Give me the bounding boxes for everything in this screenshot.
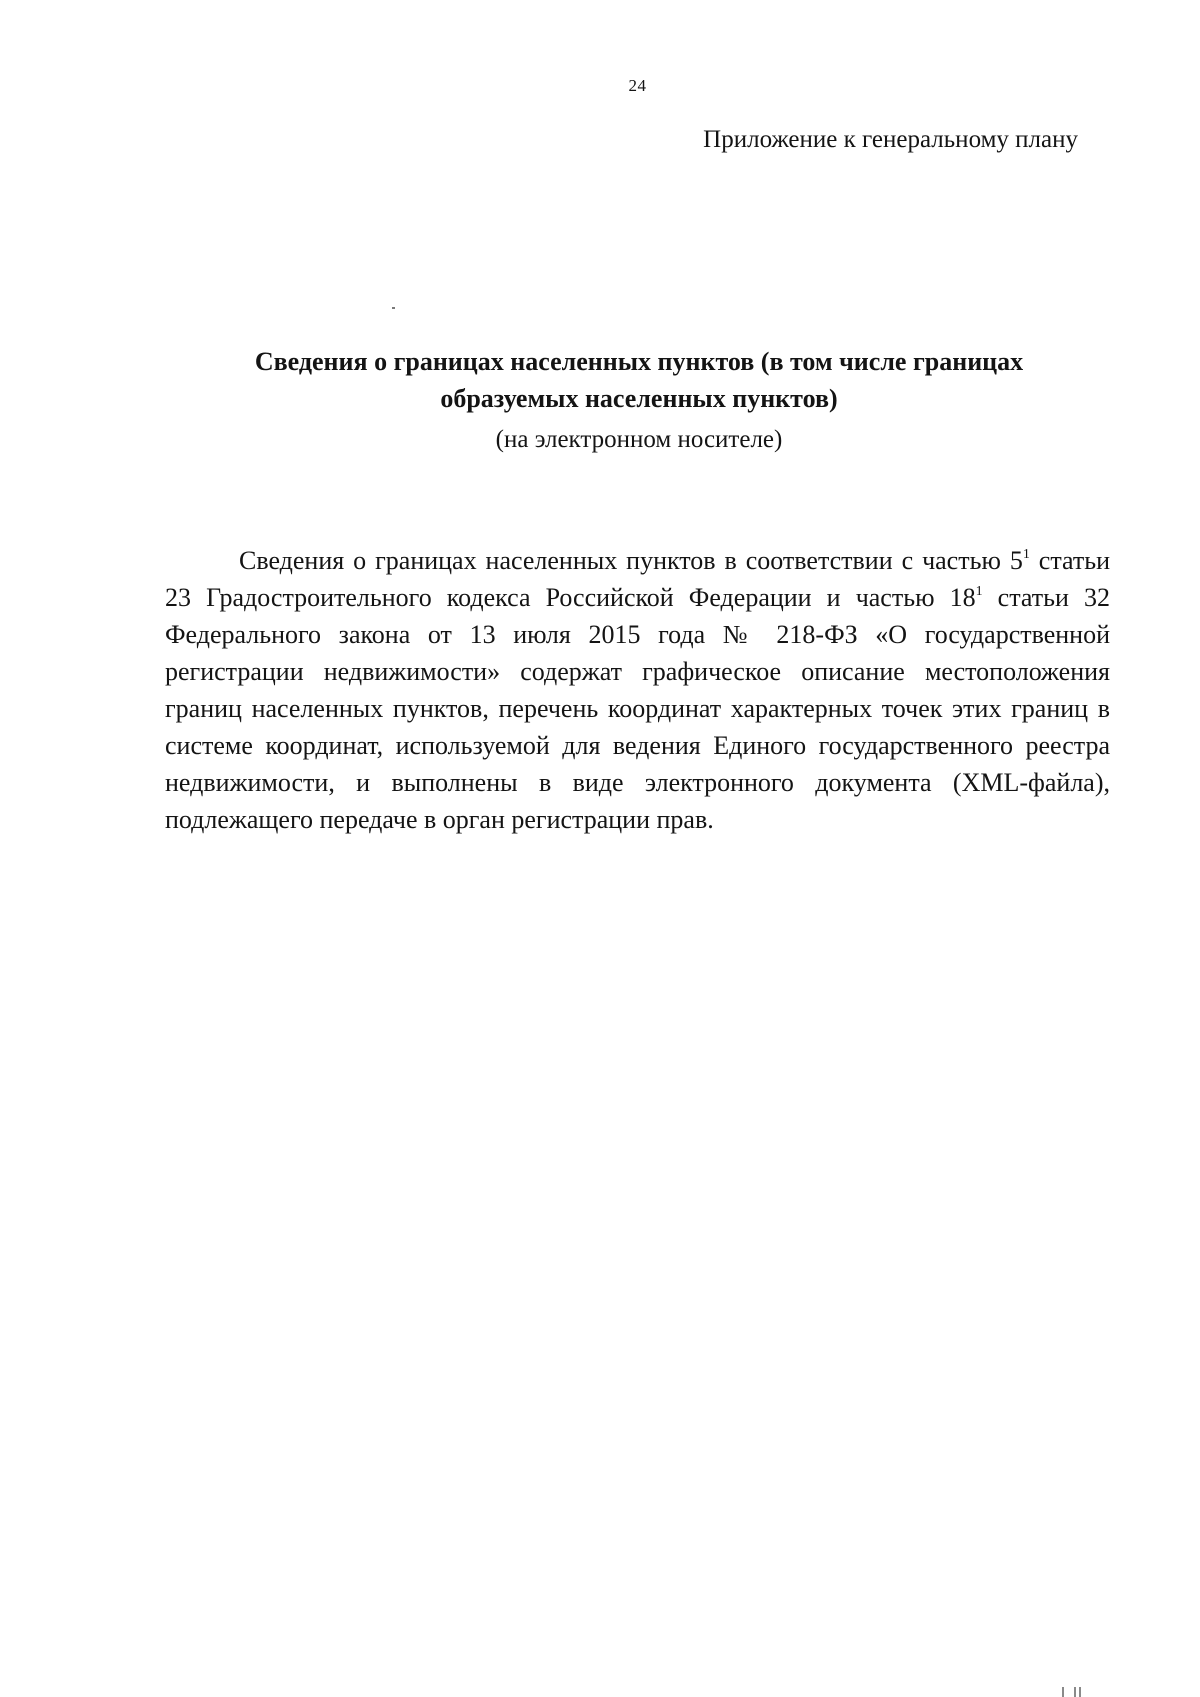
document-heading <box>160 343 1118 417</box>
appendix-note: Приложение к генеральному плану <box>703 126 1078 153</box>
scan-artifact <box>392 307 395 309</box>
superscript-1: 1 <box>1022 547 1030 562</box>
body-paragraph <box>165 542 1110 838</box>
scan-corner-marks <box>1062 1683 1082 1697</box>
body-text-part-3: статьи 32 Федерального закона от 13 июля 2015 года № 218-ФЗ «О государственной регистрации недвижимости» содержат графическое описание местоположения границ населенных пунктов, перечень координат характерных точек этих границ в системе координат, используемой для ведения Единого государственного реестра недвижимости, и выполнены в виде электронного документа (XML-файла), подлежащего передаче в орган регистрации прав. <box>165 583 1110 834</box>
heading-line-1: Сведения о границах населенных пунктов (в том числе границах <box>254 347 1024 376</box>
scan-mark <box>1062 1687 1064 1697</box>
heading-line-2: образуемых населенных пунктов) <box>440 384 838 413</box>
superscript-2: 1 <box>975 584 983 599</box>
page-number: 24 <box>628 76 647 95</box>
document-subheading: (на электронном носителе) <box>495 426 783 453</box>
scan-mark <box>1074 1687 1076 1697</box>
body-text-part-2: статьи 23 Градостроительного кодекса Российской Федерации и частью 18 <box>165 546 1110 612</box>
body-text-part-1: Сведения о границах населенных пунктов в соответствии с частью 5 <box>239 546 1023 575</box>
scan-mark <box>1079 1687 1081 1697</box>
